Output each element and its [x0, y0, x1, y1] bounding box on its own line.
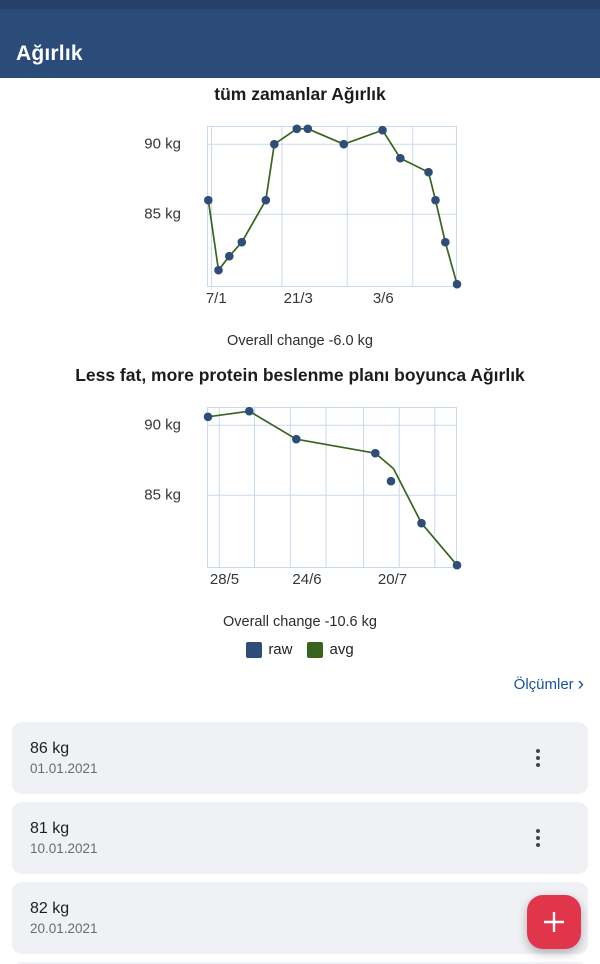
raw-series-swatch-icon — [246, 642, 262, 658]
chart-widget — [143, 407, 457, 590]
kebab-dot-icon — [536, 829, 540, 833]
legend-label: raw — [268, 641, 293, 658]
measurement-date: 20.01.2021 — [30, 921, 98, 936]
measurement-card[interactable] — [12, 802, 588, 874]
x-axis-tick-label: 24/6 — [292, 571, 322, 588]
legend-label: avg — [329, 641, 354, 658]
status-bar — [0, 0, 600, 9]
measurement-date: 10.01.2021 — [30, 841, 98, 856]
x-axis-tick-label: 20/7 — [377, 571, 408, 588]
page-title: Ağırlık — [16, 42, 83, 65]
y-axis — [143, 126, 207, 287]
add-measurement-button[interactable] — [527, 895, 581, 949]
chart-section-all-time — [0, 83, 600, 350]
weight-line-chart[interactable] — [207, 126, 457, 287]
app-header — [0, 0, 600, 78]
y-axis-tick-label: 85 kg — [144, 486, 181, 504]
measurement-weight: 81 kg — [30, 820, 70, 837]
avg-series-swatch-icon — [307, 642, 323, 658]
legend-item-avg — [307, 641, 353, 658]
overall-change-label: Overall change -6.0 kg — [227, 333, 373, 349]
y-axis-tick-label: 90 kg — [144, 416, 181, 434]
kebab-dot-icon — [536, 749, 540, 753]
kebab-dot-icon — [536, 836, 540, 840]
y-axis — [143, 407, 207, 568]
legend-item-raw — [246, 641, 292, 658]
measurements-link-row — [0, 676, 600, 694]
chart-widget — [143, 126, 457, 309]
chart-legend — [0, 641, 600, 658]
overall-change-label: Overall change -10.6 kg — [223, 614, 377, 630]
x-axis-tick-label: 3/6 — [372, 290, 394, 307]
x-axis-tick-label: 7/1 — [205, 290, 227, 307]
x-axis-tick-label: 21/3 — [283, 290, 313, 307]
y-axis-tick-label: 85 kg — [144, 205, 181, 223]
measurement-weight: 86 kg — [30, 740, 70, 757]
measurements-link-label: Ölçümler — [513, 676, 574, 693]
plus-icon — [541, 909, 567, 935]
chart-title-plan: Less fat, more protein beslenme planı boyunca Ağırlık — [75, 365, 525, 385]
measurement-card[interactable] — [12, 722, 588, 794]
more-options-button[interactable] — [520, 740, 556, 776]
chart-title-all-time: tüm zamanlar Ağırlık — [214, 84, 386, 104]
measurement-card[interactable] — [12, 882, 588, 954]
measurement-list — [0, 722, 600, 964]
kebab-dot-icon — [536, 763, 540, 767]
measurement-weight: 82 kg — [30, 900, 70, 917]
weight-line-chart[interactable] — [207, 407, 457, 568]
kebab-dot-icon — [536, 843, 540, 847]
measurement-date: 01.01.2021 — [30, 761, 98, 776]
x-axis-tick-label: 28/5 — [209, 571, 240, 588]
more-options-button[interactable] — [520, 820, 556, 856]
x-axis — [207, 287, 457, 309]
chevron-right-icon: › — [577, 674, 584, 695]
x-axis — [207, 568, 457, 590]
measurements-link[interactable] — [514, 676, 584, 693]
kebab-dot-icon — [536, 756, 540, 760]
chart-section-plan — [0, 364, 600, 631]
y-axis-tick-label: 90 kg — [144, 135, 181, 153]
